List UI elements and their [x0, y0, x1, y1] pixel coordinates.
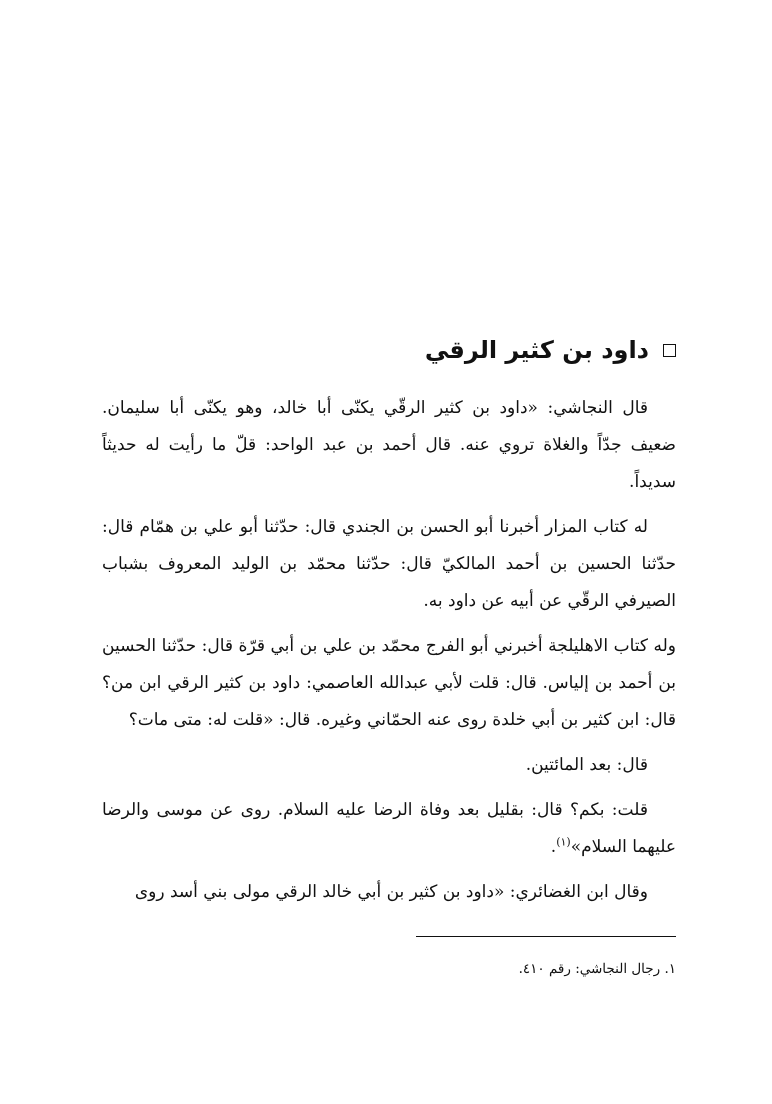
square-bullet-icon [663, 344, 676, 357]
section-heading [96, 332, 676, 368]
paragraph-question-text: قلت: بكم؟ قال: بقليل بعد وفاة الرضا عليه السلام. روى عن موسى والرضا عليهما السلام» [102, 800, 676, 857]
body-text [102, 390, 676, 919]
paragraph-ghadairi: وقال ابن الغضائري: «داود بن كثير بن أبي خالد الرقي مولى بني أسد روى [134, 882, 648, 902]
footnote: ١. رجال النجاشي: رقم ٤١٠. [518, 961, 676, 977]
paragraph-question: قلت: بكم؟ قال: بقليل بعد وفاة الرضا عليه السلام. روى عن موسى والرضا عليهما السلام»$^{(١)}$. [102, 800, 676, 857]
paragraph-answer: قال: بعد المائتين. [525, 755, 648, 775]
footnote-divider [416, 936, 676, 937]
paragraph-najashi: قال النجاشي: «داود بن كثير الرقّي يكنّى أبا خالد، وهو يكنّى أبا سليمان. ضعيف جدّاً والغلاة تروي عنه. قال أحمد بن عبد الواحد: قلّ ما رأيت له حديثاً سديداً. [102, 398, 676, 492]
heading-title: داود بن كثير الرقي [424, 336, 649, 364]
footnote-marker[interactable]: (١) [556, 835, 571, 849]
paragraph-kitab-almazar: له كتاب المزار أخبرنا أبو الحسن بن الجندي قال: حدّثنا أبو علي بن همّام قال: حدّثنا الحسين بن أحمد المالكيّ قال: حدّثنا محمّد بن الوليد المعروف بشباب الصيرفي الرقّي عن أبيه عن داود به. [102, 517, 676, 611]
paragraph-kitab-alahlilija: وله كتاب الاهليلجة أخبرني أبو الفرج محمّد بن علي بن أبي قرّة قال: حدّثنا الحسين بن أحمد بن إلياس. قال: قلت لأبي عبدالله العاصمي: داود بن كثير الرقي ابن من؟ قال: ابن كثير بن أبي خلدة روى عنه الحمّاني وغيره. قال: «قلت له: متى مات؟ [102, 636, 676, 730]
